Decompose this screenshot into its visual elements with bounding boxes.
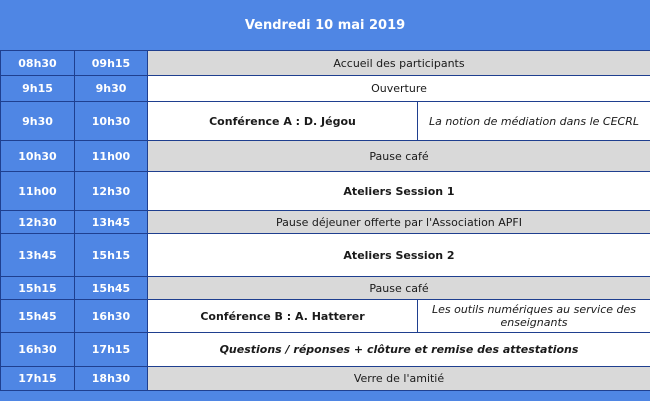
end-time: 15h45	[75, 277, 148, 300]
table-row	[1, 141, 650, 172]
event-cell: Conférence B : A. Hatterer	[148, 300, 418, 333]
event-cell: Ateliers Session 2	[148, 234, 650, 277]
table-row	[1, 172, 650, 211]
event-cell: Verre de l'amitié	[148, 367, 650, 391]
table-row	[1, 76, 650, 102]
start-time: 16h30	[1, 333, 75, 367]
event-cell: Pause déjeuner offerte par l'Association APFI	[148, 211, 650, 234]
table-row	[1, 300, 650, 333]
event-detail-cell: La notion de médiation dans le CECRL	[418, 102, 650, 141]
table-row	[1, 51, 650, 76]
end-time: 9h30	[75, 76, 148, 102]
schedule-table	[0, 50, 650, 391]
event-cell: Pause café	[148, 141, 650, 172]
event-cell: Ouverture	[148, 76, 650, 102]
event-cell: Questions / réponses + clôture et remise des attestations	[148, 333, 650, 367]
event-cell: Conférence A : D. Jégou	[148, 102, 418, 141]
start-time: 08h30	[1, 51, 75, 76]
table-row	[1, 211, 650, 234]
end-time: 11h00	[75, 141, 148, 172]
end-time: 17h15	[75, 333, 148, 367]
end-time: 15h15	[75, 234, 148, 277]
end-time: 16h30	[75, 300, 148, 333]
end-time: 18h30	[75, 367, 148, 391]
event-cell: Ateliers Session 1	[148, 172, 650, 211]
event-cell: Pause café	[148, 277, 650, 300]
end-time: 12h30	[75, 172, 148, 211]
table-row	[1, 102, 650, 141]
page-title: Vendredi 10 mai 2019	[244, 17, 406, 33]
start-time: 9h15	[1, 76, 75, 102]
start-time: 13h45	[1, 234, 75, 277]
start-time: 12h30	[1, 211, 75, 234]
end-time: 09h15	[75, 51, 148, 76]
start-time: 15h45	[1, 300, 75, 333]
end-time: 10h30	[75, 102, 148, 141]
start-time: 15h15	[1, 277, 75, 300]
table-row	[1, 277, 650, 300]
end-time: 13h45	[75, 211, 148, 234]
start-time: 11h00	[1, 172, 75, 211]
table-row	[1, 367, 650, 391]
table-row	[1, 234, 650, 277]
start-time: 9h30	[1, 102, 75, 141]
start-time: 17h15	[1, 367, 75, 391]
event-cell: Accueil des participants	[148, 51, 650, 76]
start-time: 10h30	[1, 141, 75, 172]
event-detail-cell: Les outils numériques au service des enseignants	[418, 300, 650, 333]
table-row	[1, 333, 650, 367]
